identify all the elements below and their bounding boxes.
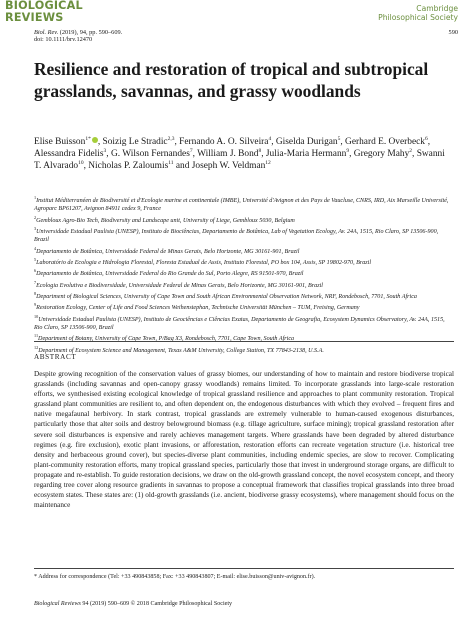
- footer-journal: Biological Reviews: [34, 601, 81, 607]
- affiliation-number: 5: [34, 256, 37, 262]
- author-name-text: Swanni T. Alvarado: [34, 149, 445, 172]
- correspondence-footnote: * Address for correspondence (Tel: +33 490843858; Fax: +33 490843807; E-mail: elise.buisson@univ-avignon.fr).: [34, 574, 316, 580]
- author-name-text: Fernando A. O. Silveira: [179, 137, 269, 147]
- author-affiliation-marker: 6: [424, 135, 428, 142]
- affiliation-number: 3: [34, 225, 37, 231]
- affiliation-number: 10: [34, 313, 39, 319]
- affiliation-number: 12: [34, 344, 39, 350]
- affiliation-number: 6: [34, 268, 37, 274]
- abstract-heading: ABSTRACT: [34, 353, 77, 361]
- author-name-text: Alessandra Fidelis: [34, 149, 104, 160]
- logo-line-2: REVIEWS: [5, 10, 64, 24]
- affiliation-item: [34, 194, 454, 214]
- author-name: [354, 149, 412, 159]
- author-name: [34, 137, 98, 147]
- affiliation-item: [34, 267, 454, 278]
- page-footer: [34, 601, 232, 607]
- logo-line-1: BIOLOGICAL: [5, 0, 83, 12]
- author-name: [88, 161, 173, 171]
- author-affiliation-marker: 5: [337, 135, 341, 142]
- society-name: [378, 4, 458, 22]
- author-name-text: G. Wilson Fernandes: [110, 149, 190, 160]
- affiliation-number: 7: [34, 279, 37, 285]
- doi-link[interactable]: doi: 10.1111/brv.12470: [34, 36, 93, 44]
- affiliation-text: Restoration Ecology, Center of Life and Food Sciences Weihenstephan, Technische Universität München – TUM, Freising, Germany: [36, 305, 360, 312]
- affiliation-number: 8: [34, 290, 37, 296]
- author-name: [345, 137, 428, 147]
- affiliation-number: 11: [34, 333, 39, 339]
- society-line-2: Philosophical Society: [378, 13, 458, 22]
- author-name: [266, 149, 349, 159]
- author-affiliation-marker: 3: [103, 148, 107, 155]
- author-affiliation-marker: 2,3: [167, 135, 175, 142]
- affiliation-text: Departamento de Botânica, Universidade Federal do Rio Grande do Sul, Porto Alegre, RS 91501-970, Brazil: [36, 271, 304, 278]
- affiliation-item: [34, 245, 454, 256]
- affiliation-text: Universidade Estadual Paulista (UNESP), Instituto de Biociências, Departamento de Botânica, Lab of Vegetation Ecology, Av. 24A, 1515, Rio Claro, SP 13506-900, Brazil: [34, 228, 439, 244]
- author-list: Elise Buisson$^{1*}$ , Soizig Le Stradic$^{2,3}$, Fernando A. O. Silveira$^4$, Giselda Durigan$^5$, Gerhard E. Overbeck$^6$, Alessandra Fidelis$^3$, G. Wilson Fernandes$^7$, William J. Bond$^8$, Julia-Maria Hermann$^9$, Gregory Mahy$^2$, Swanni T. Alvarado$^{10}$, Nicholas P. Zaloumis$^{11}$ and Joseph W. Veldman$^{12}$: [34, 135, 445, 172]
- author-name-text: Elise Buisson: [34, 137, 86, 147]
- footer-text: 94 (2019) 590–609 © 2018 Cambridge Philosophical Society: [80, 601, 233, 607]
- affiliation-item: [34, 301, 454, 312]
- author-name-text: Gregory Mahy: [353, 149, 410, 160]
- article-title: Resilience and restoration of tropical and subtropical grasslands, savannas, and grassy woodlands: [34, 59, 429, 102]
- abstract-text: Despite growing recognition of the conservation values of grassy biomes, our understanding of how to maintain and restore biodiverse tropical grasslands (including savannas and open-canopy grassy woodlands) remains limited. To incorporate grasslands into large-scale restoration efforts, we synthesised existing ecological knowledge of tropical grassland resilience and approaches to plant community restoration. Tropical grassland plant communities are resilient to, and often dependent on, the endogenous disturbances with which they evolved – frequent fires and native megafaunal herbivory. In stark contrast, tropical grasslands are extremely vulnerable to human-caused exogenous disturbances, particularly those that alter soils and destroy belowground biomass (e.g. tillage agriculture, surface mining); tropical grassland restoration after severe soil disturbances is expensive and rarely achieves management targets. Where grasslands have been degraded by altered disturbance regimes (e.g. fire exclusion), exotic plant invasions, or afforestation, restoration efforts can recreate vegetation structure (i.e. historical tree density and herbaceous ground cover), but species-diverse plant communities, including endemic species, are slow to recover. Complicating plant-community restoration efforts, many tropical grassland species, particularly those that invest in underground storage organs, are difficult to propagate and re-establish. To guide restoration decisions, we draw on the old-growth grassland concept, the novel ecosystem concept, and theory regarding tree cover along resource gradients in savannas to propose a conceptual framework that classifies tropical grasslands into three broad ecosystem states. These states are: (1) old-growth grasslands (i.e. ancient, biodiverse grassy ecosystems), where management should focus on the maintenance: [34, 370, 454, 510]
- author-name-text: Gerhard E. Overbeck: [345, 137, 425, 147]
- affiliation-number: 2: [34, 214, 37, 220]
- author-name: [276, 137, 340, 147]
- footnote-divider: [34, 568, 454, 569]
- author-name: [197, 149, 261, 159]
- page-number: 590: [448, 29, 458, 36]
- section-divider: [34, 341, 454, 342]
- affiliation-item: [34, 256, 454, 267]
- author-name-text: William J. Bond: [197, 149, 259, 160]
- affiliation-number: 9: [34, 302, 37, 308]
- affiliation-text: Department of Botany, University of Cape Town, P/Bag X3, Rondebosch, 7701, Cape Town, South Africa: [38, 336, 295, 343]
- journal-abbrev: Biol. Rev.: [34, 29, 59, 36]
- author-affiliation-marker: 11: [168, 160, 174, 167]
- author-name: [103, 137, 175, 147]
- affiliation-text: Department of Ecosystem Science and Management, Texas A&M University, College Station, TX 77843-2138, U.S.A.: [38, 347, 324, 354]
- affiliation-number: 1: [34, 195, 37, 200]
- author-affiliation-marker: 7: [189, 148, 193, 155]
- affiliation-item: [34, 344, 454, 355]
- author-affiliation-marker: 1*: [85, 135, 91, 142]
- affiliation-text: Laboratório de Ecologia e Hidrologia Florestal, Floresta Estadual de Assis, Instituto Florestal, PO box 104, Assis, SP 19802-970, Brazil: [36, 259, 372, 266]
- affiliation-item: [34, 214, 454, 225]
- author-name-text: Joseph W. Veldman: [191, 161, 266, 172]
- author-affiliation-marker: 10: [78, 160, 84, 167]
- author-name-text: Julia-Maria Hermann: [265, 149, 347, 160]
- citation-details: (2019), 94, pp. 590–609.: [58, 29, 123, 36]
- affiliation-text: Gembloux Agro-Bio Tech, Biodiversity and Landscape unit, University of Liege, Gembloux 5030, Belgium: [36, 217, 295, 224]
- affiliation-item: [34, 313, 454, 333]
- affiliation-list: [34, 194, 454, 355]
- author-affiliation-marker: 2: [409, 148, 413, 155]
- author-name: [34, 149, 106, 159]
- author-affiliation-marker: 12: [265, 160, 271, 167]
- author-affiliation-marker: 4: [268, 135, 272, 142]
- society-line-1: Cambridge: [416, 4, 458, 13]
- citation-info: [34, 29, 122, 44]
- author-name-text: Giselda Durigan: [275, 137, 338, 147]
- journal-logo[interactable]: [5, 0, 125, 26]
- affiliation-text: Institut Méditerranéen de Biodiversité et d'Ecologie marine et continentale (IMBE), Université d'Avignon et des Pays de Vaucluse, CNRS, IRD, Aix Marseille Université, Agroparc BP61207, Avignon 84911 cedex 9, France: [34, 198, 449, 213]
- author-name: [111, 149, 193, 159]
- author-affiliation-marker: 8: [258, 148, 262, 155]
- affiliation-item: [34, 290, 454, 301]
- author-affiliation-marker: 9: [346, 148, 350, 155]
- affiliation-number: 4: [34, 245, 37, 251]
- author-name-text: Soizig Le Stradic: [102, 137, 168, 147]
- affiliation-text: Ecologia Evolutiva e Biodiversidade, Universidade Federal de Minas Gerais, Belo Horizonte, MG 30161-901, Brazil: [36, 282, 323, 289]
- affiliation-item: [34, 279, 454, 290]
- author-name: [179, 137, 271, 147]
- orcid-icon[interactable]: [92, 137, 98, 143]
- author-name: [192, 161, 271, 171]
- author-name-text: Nicholas P. Zaloumis: [88, 161, 169, 172]
- affiliation-text: Universidade Estadual Paulista (UNESP), Instituto de Geociências e Ciências Exatas, Departamento de Geografia, Ecosystem Dynamics Observatory, Av. 24A, 1515, Rio Claro, SP 13506-900, Brazil: [34, 316, 445, 331]
- affiliation-text: Department of Biological Sciences, University of Cape Town and South African Environmental Observation Network, NRF, Rondebosch, 7701, South Africa: [36, 293, 417, 300]
- affiliation-text: Departamento de Botânica, Universidade Federal de Minas Gerais, Belo Horizonte, MG 30161-901, Brazil: [36, 248, 300, 255]
- affiliation-item: [34, 225, 454, 245]
